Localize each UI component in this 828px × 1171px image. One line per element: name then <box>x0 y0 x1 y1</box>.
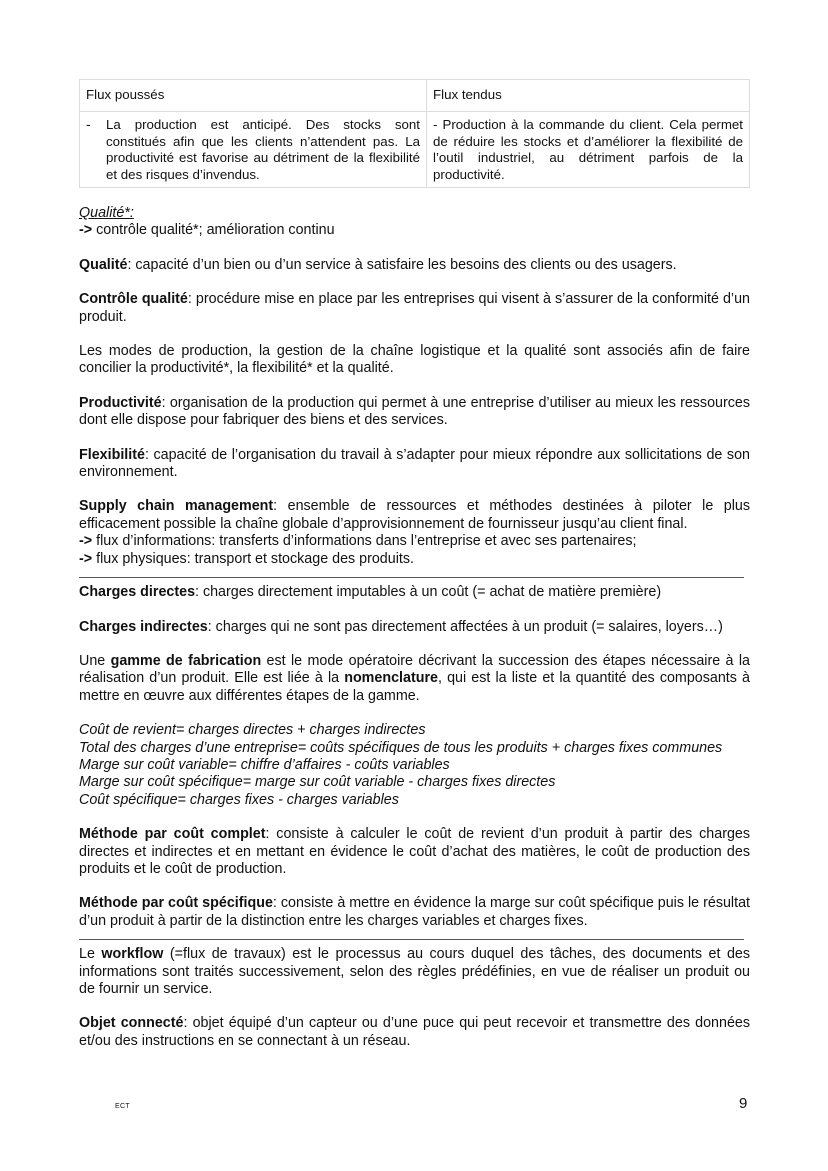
definition-term: gamme de fabrication <box>110 652 262 669</box>
flux-pousses-text: La production est anticipé. Des stocks sont constitués afin que les clients n’attendent pas. La productivité est favorise au détriment de la flexibilité et des risques d’invendus. <box>106 117 420 182</box>
definition-term: workflow <box>101 946 164 963</box>
definition-term: Productivité <box>79 394 162 411</box>
paragraph-workflow: Le workflow (=flux de travaux) est le processus au cours duquel des tâches, des documents et des informations sont traités successivement, selon des règles prédéfinies, en vue de réaliser un produit ou de fournir un service. <box>79 946 751 997</box>
list-item: -> flux d’informations: transferts d’informations dans l’entreprise et avec ses partenaires; <box>79 533 637 550</box>
definition-supply-chain: Supply chain management: ensemble de ressources et méthodes destinées à piloter le plus efficacement possible la chaîne globale d’approvisionnement de fournisseur jusqu’au client final. <box>79 498 750 532</box>
paragraph-gamme-fabrication: Une gamme de fabrication est le mode opératoire décrivant la succession des étapes nécessaire à la réalisation d’un produit. Elle est liée à la nomenclature, qui est la liste et la quantité des composants à mettre en œuvre aux différentes étapes de la gamme. <box>79 652 751 704</box>
definition-charges-directes: Charges directes: charges directement imputables à un coût (= achat de matière première) <box>79 584 662 601</box>
formula-line: Coût spécifique= charges fixes - charges variables <box>79 791 399 808</box>
list-item: -> flux physiques: transport et stockage des produits. <box>79 550 414 567</box>
formula-line: Marge sur coût spécifique= marge sur coût variable - charges fixes directes <box>79 774 556 791</box>
flux-comparison-table <box>79 79 750 188</box>
definition-controle-qualite: Contrôle qualité: procédure mise en place par les entreprises qui visent à s’assurer de la conformité d’un produit. <box>79 291 750 325</box>
definition-objet-connecte: Objet connecté: objet équipé d’un capteur ou d’une puce qui peut recevoir et transmettre des données et/ou des instructions en se connectant à un réseau. <box>79 1015 750 1049</box>
page-number: 9 <box>739 1095 748 1112</box>
definition-term: Objet connecté <box>79 1015 184 1032</box>
table-cell-flux-tendus: - Production à la commande du client. Cela permet de réduire les stocks et d’améliorer la flexibilité de l’outil industriel, au détriment parfois de la productivité. <box>427 112 750 188</box>
qualite-heading: Qualité*: <box>79 205 134 221</box>
qualite-line: -> contrôle qualité*; amélioration continu <box>79 222 335 239</box>
arrow-marker: -> <box>79 533 93 550</box>
definition-productivite: Productivité: organisation de la production qui permet à une entreprise d’utiliser au mieux les ressources dont elle dispose pour fabriquer des biens et des services. <box>79 394 750 429</box>
definition-term: nomenclature <box>344 670 438 687</box>
document-body <box>79 205 750 1050</box>
table-header-flux-tendus: Flux tendus <box>427 80 750 112</box>
table-row <box>80 112 750 188</box>
footer-label: ECT <box>115 1103 130 1110</box>
definition-cout-complet: Méthode par coût complet: consiste à calculer le coût de revient d’un produit à partir des charges directes et indirectes et en mettant en évidence le coût d’achat des matières, le coût de production des produits et le coût de production. <box>79 826 751 877</box>
definition-qualite: Qualité: capacité d’un bien ou d’un service à satisfaire les besoins des clients ou des usagers. <box>79 256 677 273</box>
arrow-marker: -> <box>79 222 93 239</box>
definition-term: Supply chain management <box>79 498 274 515</box>
definition-term: Méthode par coût complet <box>79 826 266 843</box>
definition-term: Contrôle qualité <box>79 291 188 308</box>
table-header-flux-pousses: Flux poussés <box>80 80 427 112</box>
formula-line: Total des charges d’une entreprise= coûts spécifiques de tous les produits + charges fixes communes <box>79 739 723 756</box>
section-divider <box>79 939 744 940</box>
bullet-dash: - <box>86 116 91 132</box>
definition-flexibilite: Flexibilité: capacité de l’organisation du travail à s’adapter pour mieux répondre aux sollicitations de son environnement. <box>79 446 750 481</box>
definition-term: Flexibilité <box>79 446 145 463</box>
formula-line: Coût de revient= charges directes + charges indirectes <box>79 722 426 739</box>
table-header-row <box>80 80 750 112</box>
definition-term: Charges directes <box>79 584 196 601</box>
section-heading-qualite <box>79 205 750 222</box>
definition-term: Charges indirectes <box>79 618 208 635</box>
table-cell-flux-pousses <box>80 112 427 188</box>
definition-charges-indirectes: Charges indirectes: charges qui ne sont pas directement affectées à un produit (= salaires, loyers…) <box>79 618 723 635</box>
formula-line: Marge sur coût variable= chiffre d’affaires - coûts variables <box>79 756 450 773</box>
definition-cout-specifique: Méthode par coût spécifique: consiste à mettre en évidence la marge sur coût spécifique puis le résultat d’un produit à partir de la distinction entre les charges variables et charges fixes. <box>79 895 751 929</box>
section-divider <box>79 577 744 578</box>
paragraph-modes-production: Les modes de production, la gestion de la chaîne logistique et la qualité sont associés afin de faire concilier la productivité*, la flexibilité* et la qualité. <box>79 343 750 377</box>
definition-term: Qualité <box>79 256 128 273</box>
definition-term: Méthode par coût spécifique <box>79 895 273 912</box>
arrow-marker: -> <box>79 550 93 567</box>
